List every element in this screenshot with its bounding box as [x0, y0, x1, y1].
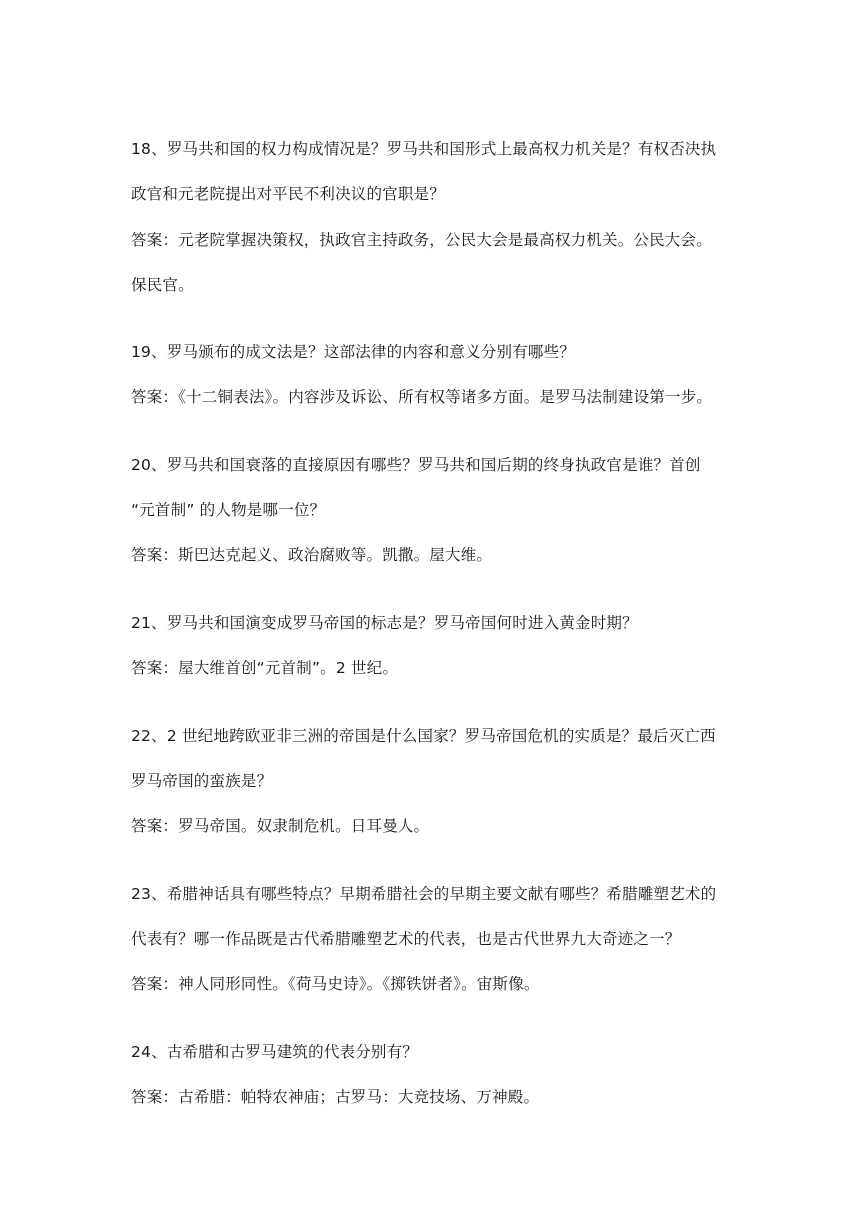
answer-18-line-1: 答案：元老院掌握决策权，执政官主持政务，公民大会是最高权力机关。公民大会。: [131, 231, 712, 249]
answer-18-line-2: 保民官。: [131, 276, 194, 294]
question-23-line-2: 代表有？哪一作品既是古代希腊雕塑艺术的代表，也是古代世界九大奇迹之一？: [131, 930, 681, 948]
question-19-line-1: 19、罗马颁布的成文法是？这部法律的内容和意义分别有哪些？: [131, 343, 576, 361]
answer-22-line-1: 答案：罗马帝国。奴隶制危机。日耳曼人。: [131, 817, 430, 835]
question-18-line-1: 18、罗马共和国的权力构成情况是？罗马共和国形式上最高权力机关是？有权否决执: [131, 140, 717, 158]
question-22-line-1: 22、2 世纪地跨欧亚非三洲的帝国是什么国家？罗马帝国危机的实质是？最后灭亡西: [131, 727, 716, 745]
question-18-line-2: 政官和元老院提出对平民不利决议的官职是？: [131, 185, 446, 203]
answer-19-line-1: 答案：《十二铜表法》。内容涉及诉讼、所有权等诸多方面。是罗马法制建设第一步。: [131, 388, 713, 406]
question-20-line-2: “元首制” 的人物是哪一位？: [131, 501, 326, 519]
answer-21-line-1: 答案：屋大维首创“元首制”。2 世纪。: [131, 659, 399, 677]
answer-20-line-1: 答案：斯巴达克起义、政治腐败等。凯撒。屋大维。: [131, 546, 493, 564]
answer-24-line-1: 答案：古希腊：帕特农神庙；古罗马：大竞技场、万神殿。: [131, 1088, 540, 1106]
question-23-line-1: 23、希腊神话具有哪些特点？早期希腊社会的早期主要文献有哪些？希腊雕塑艺术的: [131, 885, 717, 903]
question-21-line-1: 21、罗马共和国演变成罗马帝国的标志是？罗马帝国何时进入黄金时期？: [131, 614, 638, 632]
answer-23-line-1: 答案：神人同形同性。《荷马史诗》。《掷铁饼者》。宙斯像。: [131, 975, 540, 993]
question-20-line-1: 20、罗马共和国衰落的直接原因有哪些？罗马共和国后期的终身执政官是谁？首创: [131, 456, 701, 474]
question-22-line-2: 罗马帝国的蛮族是？: [131, 772, 273, 790]
question-24-line-1: 24、古希腊和古罗马建筑的代表分别有？: [131, 1043, 419, 1061]
